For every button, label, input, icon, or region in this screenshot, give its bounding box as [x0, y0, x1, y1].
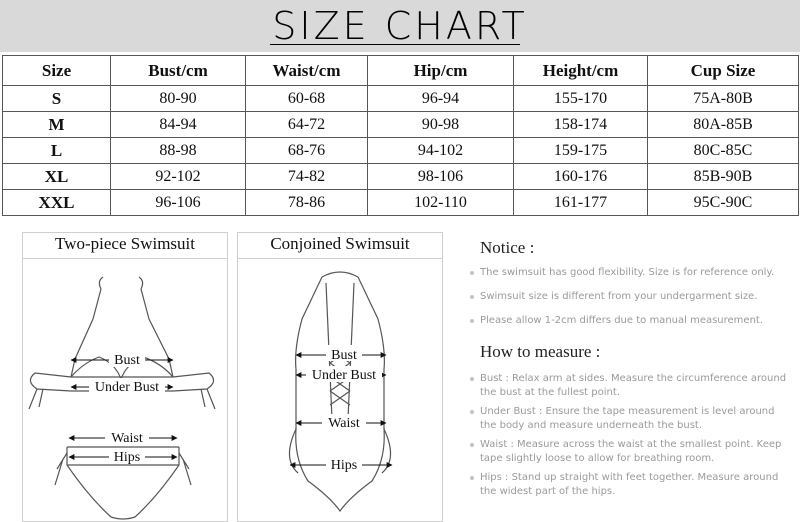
conjoined-bust-label: Bust: [331, 348, 357, 363]
page-title: SIZE CHART: [272, 4, 528, 48]
waist-cell: 68-76: [246, 138, 368, 164]
height-cell: 159-175: [514, 138, 648, 164]
table-row: [3, 86, 799, 112]
conjoined-waist-label: Waist: [328, 416, 360, 431]
bust-cell: 80-90: [111, 86, 246, 112]
one-piece-swimsuit-icon: [289, 272, 390, 511]
hip-cell: 102-110: [368, 190, 514, 216]
size-cell: S: [3, 86, 111, 112]
list-item: Hips : Stand up straight with feet together. Measure around the widest part of the hips.: [468, 471, 788, 499]
table-row: [3, 164, 799, 190]
hip-cell: 90-98: [368, 112, 514, 138]
height-cell: 160-176: [514, 164, 648, 190]
list-item: The swimsuit has good flexibility. Size is for reference only.: [468, 266, 788, 280]
size-cell: XL: [3, 164, 111, 190]
conjoined-under-bust-label: Under Bust: [311, 368, 377, 383]
list-item: Under Bust : Ensure the tape measurement is level around the body and measure underneath the bust.: [468, 405, 788, 433]
waist-cell: 78-86: [246, 190, 368, 216]
waist-cell: 74-82: [246, 164, 368, 190]
size-cell: L: [3, 138, 111, 164]
cup-size-cell: 80C-85C: [648, 138, 799, 164]
bust-cell: 96-106: [111, 190, 246, 216]
height-cell: 158-174: [514, 112, 648, 138]
header-waist: Waist/cm: [246, 56, 368, 86]
cup-size-cell: 95C-90C: [648, 190, 799, 216]
two-piece-title: Two-piece Swimsuit: [55, 234, 195, 253]
height-cell: 161-177: [514, 190, 648, 216]
how-to-measure-list: [468, 372, 788, 504]
conjoined-swimsuit-panel: [237, 232, 443, 522]
size-table: [2, 55, 799, 216]
list-item: Bust : Relax arm at sides. Measure the circumference around the bust at the fullest point.: [468, 372, 788, 400]
conjoined-hips-label: Hips: [330, 458, 358, 473]
two-piece-swimsuit-drawing: [23, 259, 227, 521]
table-row: [3, 112, 799, 138]
hip-cell: 96-94: [368, 86, 514, 112]
two-piece-swimsuit-panel: [22, 232, 228, 522]
two-piece-hips-label: Hips: [113, 450, 141, 465]
waist-cell: 64-72: [246, 112, 368, 138]
bust-cell: 92-102: [111, 164, 246, 190]
measure-labels: [306, 345, 382, 473]
header-height: Height/cm: [514, 56, 648, 86]
header-bust: Bust/cm: [111, 56, 246, 86]
size-cell: XXL: [3, 190, 111, 216]
height-cell: 155-170: [514, 86, 648, 112]
title-bar: [0, 0, 800, 52]
title-underline: [270, 44, 520, 45]
cup-size-cell: 85B-90B: [648, 164, 799, 190]
hip-cell: 94-102: [368, 138, 514, 164]
table-row: [3, 190, 799, 216]
list-item: Please allow 1-2cm differs due to manual measurement.: [468, 314, 788, 328]
how-to-measure-heading: How to measure :: [480, 342, 601, 361]
header-hip: Hip/cm: [368, 56, 514, 86]
table-header-row: [3, 56, 799, 86]
list-item: Waist : Measure across the waist at the smallest point. Keep tape slightly loose to allow for breathing room.: [468, 438, 788, 466]
header-cup-size: Cup Size: [648, 56, 799, 86]
hip-cell: 98-106: [368, 164, 514, 190]
list-item: Swimsuit size is different from your undergarment size.: [468, 290, 788, 304]
cup-size-cell: 80A-85B: [648, 112, 799, 138]
bust-cell: 88-98: [111, 138, 246, 164]
cup-size-cell: 75A-80B: [648, 86, 799, 112]
waist-cell: 60-68: [246, 86, 368, 112]
table-row: [3, 138, 799, 164]
conjoined-title: Conjoined Swimsuit: [270, 234, 410, 253]
notice-heading: Notice :: [480, 238, 535, 257]
header-size: Size: [3, 56, 111, 86]
bust-cell: 84-94: [111, 112, 246, 138]
notice-list: [468, 266, 788, 338]
size-cell: M: [3, 112, 111, 138]
two-piece-under-bust-label: Under Bust: [94, 380, 160, 395]
conjoined-swimsuit-drawing: [238, 259, 442, 521]
two-piece-bust-label: Bust: [114, 353, 140, 368]
two-piece-waist-label: Waist: [111, 431, 143, 446]
